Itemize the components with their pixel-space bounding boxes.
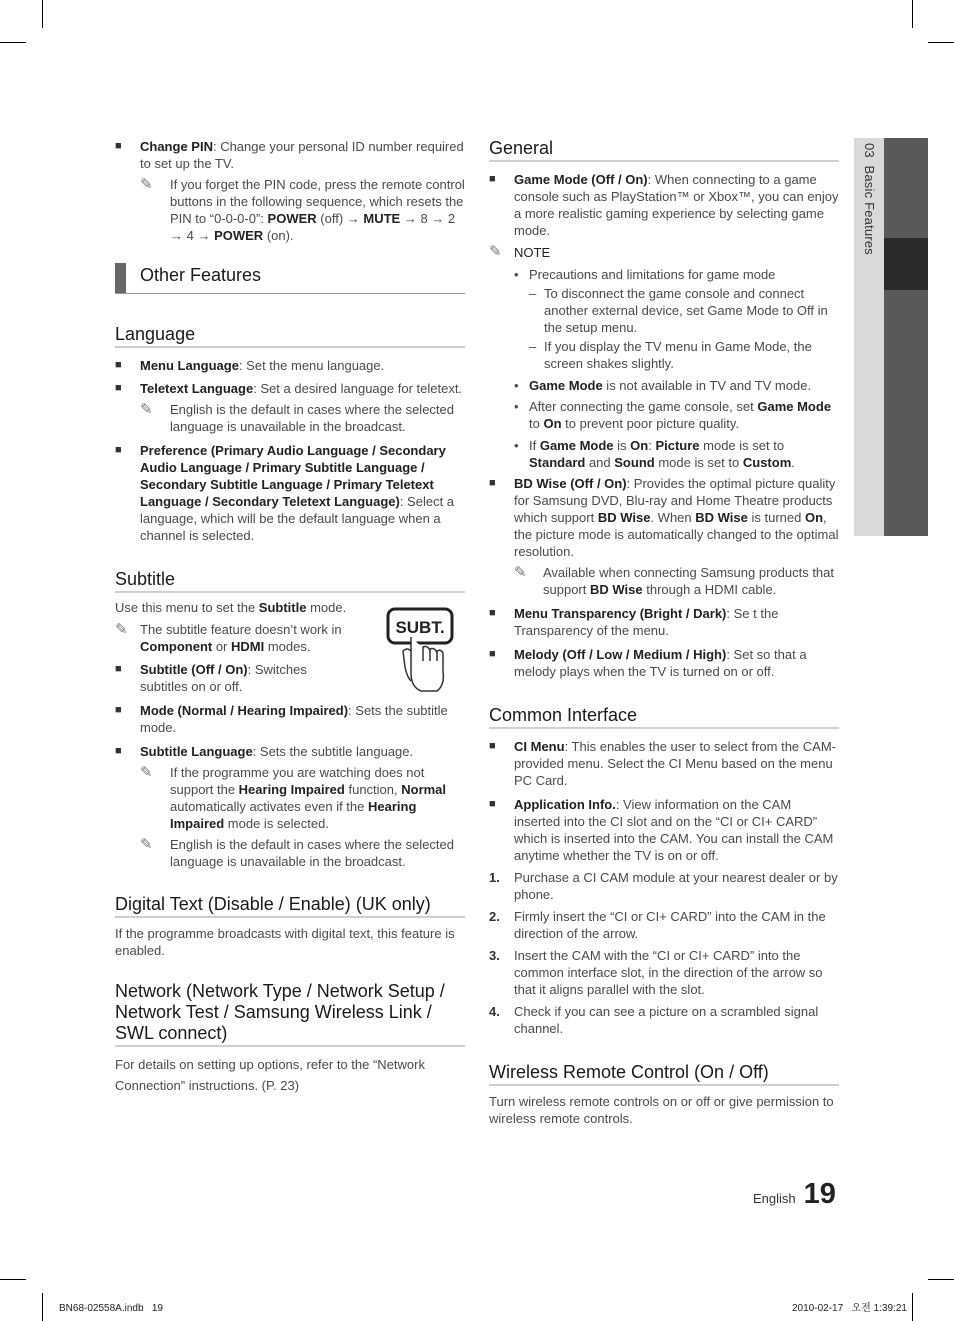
right-column	[489, 138, 839, 1127]
subtitle-language-item: ■ Subtitle Language: Sets the subtitle language.	[115, 743, 465, 760]
note-point-after-connect: • After connecting the game console, set Game Mode to On to prevent poor picture quality.	[489, 398, 839, 432]
heading-bar	[115, 263, 126, 293]
wireless-remote-title: Wireless Remote Control (On / Off)	[489, 1062, 839, 1086]
digital-text-title: Digital Text (Disable / Enable) (UK only)	[115, 894, 465, 918]
language-section	[115, 324, 465, 544]
change-pin-note: ✎ If you forget the PIN code, press the remote control buttons in the following sequence, which resets the PIN to “0-0-0-0”: POWER (off) → MUTE → 8 → 2 → 4 → POWER (on).	[140, 176, 465, 243]
page-number: 19	[803, 1178, 836, 1210]
bd-wise-item: ■ BD Wise (Off / On): Provides the optimal picture quality for Samsung DVD, Blu-ray and Home Theatre products which support BD Wise. When BD Wise is turned On, the picture mode is automatically changed to the optimal resolution.	[489, 475, 839, 560]
note-point-game-on: • If Game Mode is On: Picture mode is set to Standard and Sound mode is set to Custom.	[489, 437, 839, 471]
change-pin-item: ■ Change PIN: Change your personal ID number required to set up the TV.	[115, 138, 465, 172]
note-subpoint-shakes: – If you display the TV menu in Game Mode, the screen shakes slightly.	[489, 338, 839, 372]
ci-step: 2. Firmly insert the “CI or CI+ CARD” into the CAM in the direction of the arrow.	[489, 909, 826, 941]
digital-text-desc: If the programme broadcasts with digital text, this feature is enabled.	[115, 926, 455, 958]
wireless-remote-desc: Turn wireless remote controls on or off or give permission to wireless remote controls.	[489, 1094, 834, 1126]
subtitle-language-note: ✎ English is the default in cases where the selected language is unavailable in the broadcast.	[140, 836, 455, 869]
ci-step: 3. Insert the CAM with the “CI or CI+ CARD” into the common interface slot, in the direction of the arrow so that it aligns parallel with the slot.	[489, 948, 823, 997]
chapter-tab-bar	[884, 138, 928, 536]
note-pencil-icon: ✎	[489, 243, 502, 260]
note-pencil-icon: ✎	[115, 621, 128, 638]
footer-timestamp: 2010-02-17 오전 1:39:21	[792, 1303, 907, 1314]
ci-step: 1. Purchase a CI CAM module at your nearest dealer or by phone.	[489, 870, 838, 902]
subt-button-label: SUBT.	[395, 618, 445, 637]
subtitle-onoff-item: ■ Subtitle (Off / On): Switches subtitles on or off.	[115, 661, 358, 695]
application-info-item: ■ Application Info.: View information on the CAM inserted into the CI slot and on the “CI or CI+ CARD” which is inserted into the CAM. You can install the CAM anytime whether the TV is on or off.	[489, 796, 839, 864]
note-pencil-icon: ✎	[140, 836, 153, 853]
network-title: Network (Network Type / Network Setup / Network Test / Samsung Wireless Link / SWL connect)	[115, 981, 465, 1047]
page-number-block	[753, 1178, 836, 1210]
subtitle-intro: Use this menu to set the Subtitle mode.	[115, 600, 347, 615]
network-section	[115, 981, 465, 1096]
subt-remote-illustration	[385, 607, 457, 695]
ci-menu-item: ■ CI Menu: This enables the user to select from the CAM-provided menu. Select the CI Menu based on the menu PC Card.	[489, 738, 839, 789]
chapter-tab-marker	[884, 238, 928, 290]
other-features-heading: Other Features	[115, 263, 465, 294]
note-point-availability: • Game Mode is not available in TV and TV mode.	[489, 377, 839, 394]
footer-file: BN68-02558A.indb 19	[59, 1303, 163, 1314]
note-pencil-icon: ✎	[140, 401, 153, 418]
network-desc: For details on setting up options, refer to the “Network Connection” instructions. (P. 23)	[115, 1057, 425, 1093]
game-mode-item: ■ Game Mode (Off / On): When connecting to a game console such as PlayStation™ or Xbox™, you can enjoy a more realistic gaming experience by selecting game mode.	[489, 171, 839, 239]
menu-transparency-item: ■ Menu Transparency (Bright / Dark): Se t the Transparency of the menu.	[489, 605, 839, 639]
subtitle-title: Subtitle	[115, 569, 465, 593]
note-pencil-icon: ✎	[140, 764, 153, 781]
subtitle-mode-item: ■ Mode (Normal / Hearing Impaired): Sets the subtitle mode.	[115, 702, 465, 736]
language-title: Language	[115, 324, 465, 348]
chapter-label: 03 Basic Features	[862, 143, 877, 256]
note-point-precautions: • Precautions and limitations for game mode	[489, 266, 839, 283]
common-interface-section	[489, 705, 839, 1037]
note-subpoint-disconnect: – To disconnect the game console and connect another external device, set Game Mode to Off in the setup menu.	[489, 285, 839, 336]
teletext-language-item: ■ Teletext Language: Set a desired language for teletext.	[115, 380, 465, 397]
menu-language-item: ■ Menu Language: Set the menu language.	[115, 357, 465, 374]
digital-text-section	[115, 894, 465, 959]
note-pencil-icon: ✎	[140, 176, 153, 193]
subtitle-section	[115, 569, 465, 870]
note-heading: ✎ NOTE	[489, 243, 551, 260]
footer-language: English	[753, 1191, 796, 1206]
preference-item: ■ Preference (Primary Audio Language / Secondary Audio Language / Primary Subtitle Language / Secondary Subtitle Language / Primary Teletext Language / Secondary Teletext Language): Select a language, which will be the default language when a channel is selected.	[115, 442, 465, 544]
teletext-note: ✎ English is the default in cases where the selected language is unavailable in the broadcast.	[140, 401, 455, 434]
general-title: General	[489, 138, 839, 162]
bd-wise-note: ✎ Available when connecting Samsung products that support BD Wise through a HDMI cable.	[514, 564, 835, 597]
left-column	[115, 138, 465, 1096]
ci-step: 4. Check if you can see a picture on a scrambled signal channel.	[489, 1004, 819, 1036]
subtitle-note: ✎ The subtitle feature doesn’t work in Component or HDMI modes.	[115, 621, 342, 654]
hearing-impaired-note: ✎ If the programme you are watching does not support the Hearing Impaired function, Normal automatically activates even if the Hearing Impaired mode is selected.	[140, 764, 447, 831]
note-pencil-icon: ✎	[514, 564, 527, 581]
melody-item: ■ Melody (Off / Low / Medium / High): Set so that a melody plays when the TV is turned on or off.	[489, 646, 839, 680]
wireless-remote-section	[489, 1062, 839, 1127]
common-interface-title: Common Interface	[489, 705, 839, 729]
